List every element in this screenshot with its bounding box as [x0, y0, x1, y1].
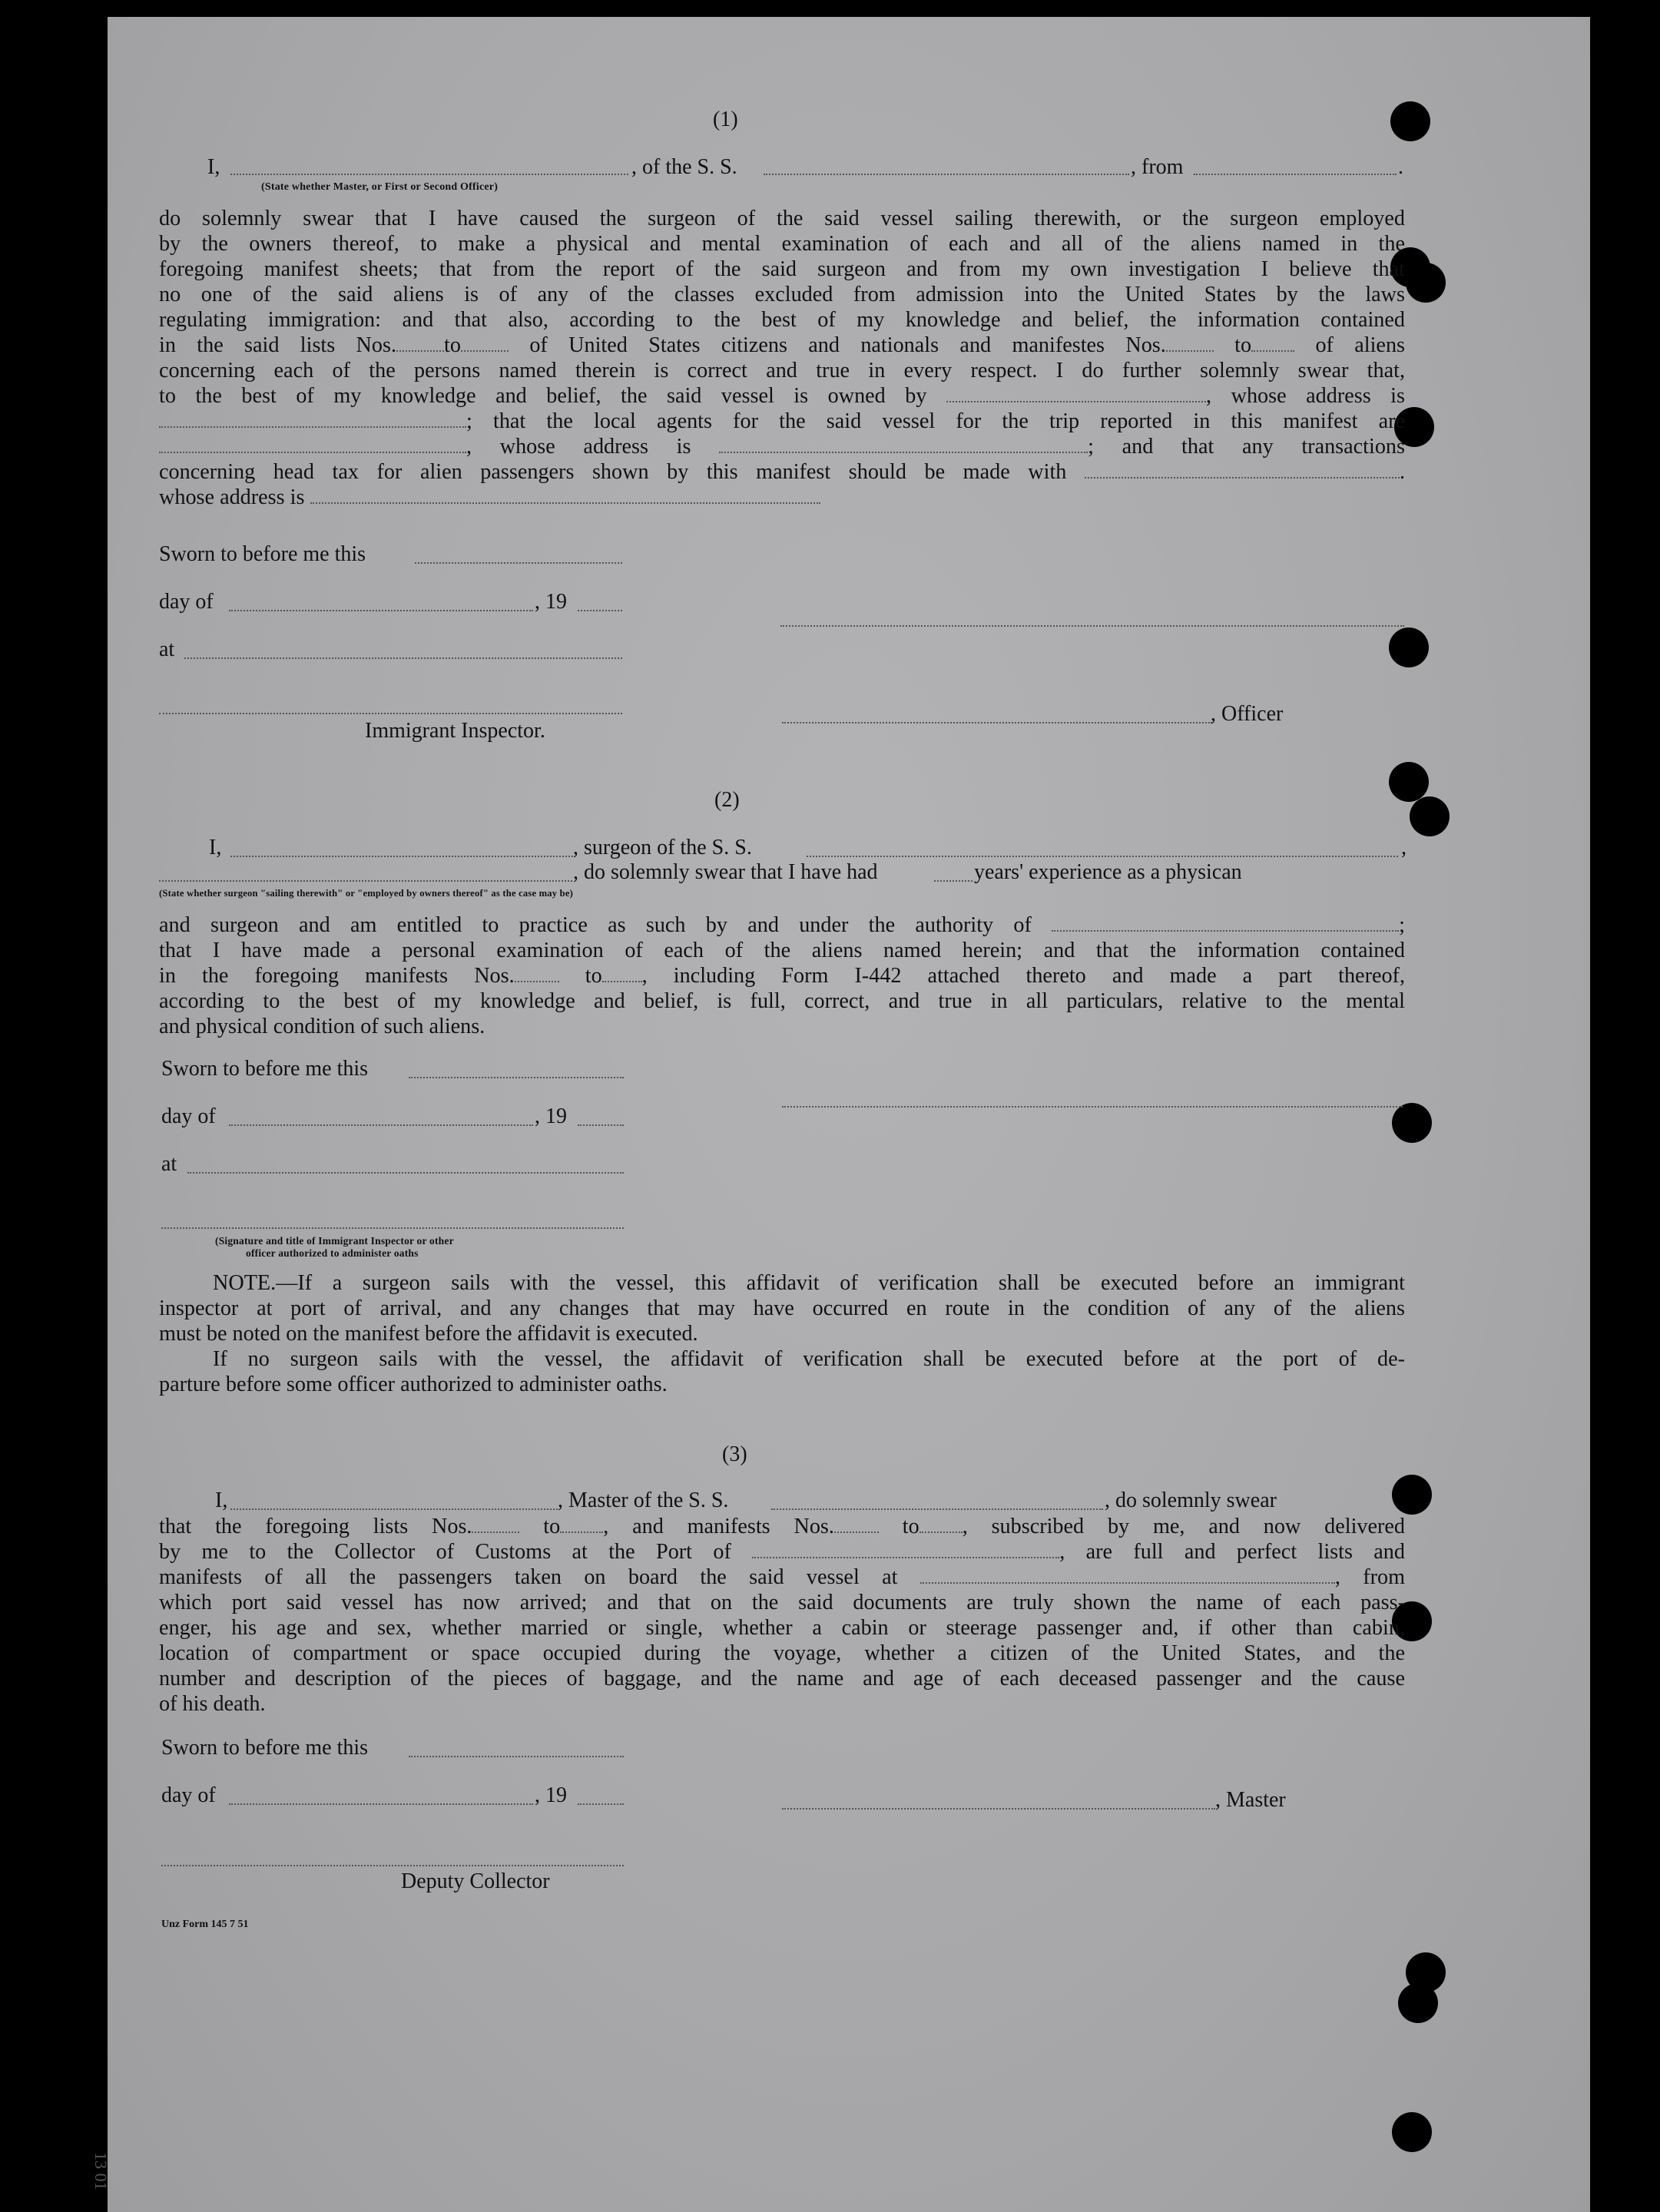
s1-from-field: [1194, 174, 1397, 175]
s3-paragraph: [159, 1514, 1405, 1717]
s2-note-line: must be noted on the manifest before the affidavit is executed.: [159, 1322, 698, 1346]
s1-sworn-field: [415, 562, 622, 564]
s1-text: to: [444, 333, 461, 357]
s3-i: I,: [215, 1488, 228, 1512]
s3-text: , and manifests Nos.: [603, 1515, 834, 1538]
s3-text: , subscribed by me, and now delivered: [962, 1515, 1405, 1538]
s2-sailing-field: [159, 880, 572, 882]
s1-field: [1166, 333, 1214, 352]
s3-field: [834, 1515, 879, 1533]
punch-hole: [1389, 628, 1429, 667]
s1-dayof: day of: [159, 590, 214, 614]
s1-text: of aliens: [1315, 333, 1406, 357]
s2-day-field: [229, 1124, 533, 1126]
s2-line: [159, 912, 1405, 938]
form-page: [91, 17, 1590, 2212]
s2-text: in the foregoing manifests Nos.: [159, 964, 515, 988]
s2-comma: ,: [1401, 836, 1407, 859]
s1-officer-line: [782, 722, 1212, 724]
margin-note: 13 01: [91, 2152, 111, 2190]
s1-vessel-field: [764, 174, 1129, 175]
s2-vessel-field: [807, 856, 1398, 857]
s3-line: enger, his age and sex, whether married or single, whether a cabin or steerage passenger and, if other than cabin,: [159, 1616, 1405, 1640]
s2-line: according to the best of my knowledge and belief, is full, correct, and true in all particulars, relative to the mental: [159, 989, 1405, 1013]
s1-nineteen: , 19: [535, 590, 567, 614]
s1-text: ; that the local agents for the said vessel for the trip reported in this manifest are: [466, 409, 1405, 433]
s1-text: to the best of my knowledge and belief, the said vessel is owned by: [159, 384, 927, 408]
s1-year-field: [578, 610, 622, 611]
s3-nineteen: , 19: [535, 1783, 567, 1807]
s3-vessel-field: [771, 1508, 1103, 1510]
s1-sworn: Sworn to before me this: [159, 542, 366, 566]
s3-master-line: [782, 1808, 1215, 1810]
s2-paragraph: [159, 912, 1405, 1039]
s1-signature-line: [780, 625, 1404, 627]
s1-line: [159, 459, 1405, 485]
s3-sworn-field: [409, 1756, 624, 1757]
s1-agents-address-field: [719, 435, 1088, 453]
s2-inspector-line: [161, 1227, 624, 1229]
s1-line: foregoing manifest sheets; that from the report of the said surgeon and from my own investigation I believe that: [159, 257, 1405, 281]
punch-hole: [1390, 101, 1430, 141]
s2-at: at: [161, 1152, 177, 1176]
s1-line: [159, 333, 1405, 358]
s2-note-line: parture before some officer authorized to administer oaths.: [159, 1373, 668, 1396]
s2-sig-note-2: officer authorized to administer oaths: [246, 1247, 419, 1259]
s1-text: to: [1234, 333, 1252, 357]
s3-deputy: Deputy Collector: [401, 1869, 550, 1893]
s1-line: [159, 409, 1405, 434]
s1-line: do solemnly swear that I have caused the surgeon of the said vessel sailing therewith, or the surgeon employed: [159, 207, 1405, 230]
s1-text: of United States citizens and nationals and manifestes Nos.: [529, 333, 1166, 357]
s2-authority-field: [1052, 913, 1399, 932]
s2-dayof: day of: [161, 1104, 216, 1128]
s2-text: , including Form I-442 attached thereto and made a part thereof,: [641, 964, 1405, 988]
s2-note: (State whether surgeon "sailing therewith" or "employed by owners thereof" as the case may be): [159, 888, 574, 899]
s3-field: [919, 1515, 963, 1533]
s3-text: , are full and perfect lists and: [1059, 1540, 1405, 1564]
s2-surgeon-name-field: [230, 856, 573, 857]
s2-line: [159, 963, 1405, 988]
s1-text: ; and that any transactions: [1088, 435, 1405, 459]
s1-inspector-line: [159, 713, 622, 714]
s3-year-field: [578, 1803, 624, 1805]
s1-of-ss: , of the S. S.: [631, 155, 737, 179]
s1-at-field: [184, 657, 622, 659]
punch-hole: [1392, 1475, 1432, 1515]
s3-field: [472, 1515, 519, 1533]
s2-nineteen: , 19: [535, 1104, 567, 1128]
s1-day-field: [229, 610, 533, 611]
punch-hole: [1410, 796, 1450, 836]
section-3-number: (3): [722, 1442, 747, 1466]
s2-note-paragraph: [159, 1270, 1405, 1397]
s1-headtax-field: [1085, 460, 1400, 478]
s2-year-field: [578, 1124, 624, 1126]
section-1-number: (1): [713, 108, 738, 131]
s1-field: [461, 333, 509, 352]
s1-from: , from: [1131, 155, 1184, 179]
s1-officer-note: (State whether Master, or First or Second Officer): [261, 181, 499, 193]
s1-line: regulating immigration: and that also, according to the best of my knowledge and belief, the information contained: [159, 308, 1405, 332]
s1-field: [396, 333, 444, 352]
s1-agents-field: [159, 435, 466, 453]
s2-i: I,: [209, 836, 222, 859]
s2-note-line: inspector at port of arrival, and any changes that may have occurred en route in the condition of any of the aliens: [159, 1296, 1405, 1320]
s1-text: .: [1399, 460, 1405, 484]
s3-line: of his death.: [159, 1692, 266, 1716]
s3-port-boarded-field: [920, 1565, 1335, 1584]
s3-master-name-field: [230, 1508, 558, 1510]
s1-text: , whose address is: [466, 435, 691, 459]
s2-field: [602, 964, 642, 982]
s1-line: [159, 434, 1405, 459]
punch-hole: [1392, 2112, 1432, 2152]
s3-swear: , do solemnly swear: [1105, 1488, 1277, 1512]
s3-text: by me to the Collector of Customs at the Port of: [159, 1540, 731, 1564]
s1-dot: .: [1398, 155, 1403, 179]
form-footer: Unz Form 145 7 51: [161, 1919, 249, 1930]
s1-inspector: Immigrant Inspector.: [365, 719, 545, 743]
s1-text: whose address is: [159, 485, 305, 509]
s1-line: no one of the said aliens is of any of the classes excluded from admission into the United States by the laws: [159, 283, 1405, 306]
s1-owner-field: [946, 384, 1206, 402]
s3-line: which port said vessel has now arrived; and that on the said documents are truly shown the name of each pass-: [159, 1591, 1405, 1614]
s2-years-field: [934, 880, 972, 882]
s2-sig-note-1: (Signature and title of Immigrant Inspector or other: [215, 1235, 454, 1247]
s3-line: [159, 1514, 1405, 1539]
s3-text: manifests of all the passengers taken on board the said vessel at: [159, 1565, 898, 1589]
s2-sworn: Sworn to before me this: [161, 1057, 369, 1081]
s1-at: at: [159, 637, 175, 661]
s1-officer-name-field: [230, 174, 628, 175]
s3-line: location of compartment or space occupied during the voyage, whether a citizen of the United States, and the: [159, 1641, 1405, 1665]
s1-line: [159, 383, 1405, 409]
s1-text: concerning head tax for alien passengers shown by this manifest should be made with: [159, 460, 1067, 484]
s3-dayof: day of: [161, 1783, 216, 1807]
s3-port-field: [752, 1540, 1059, 1558]
s3-collector-line: [161, 1865, 624, 1866]
s3-text: that the foregoing lists Nos.: [159, 1515, 472, 1538]
s3-text: to: [543, 1515, 561, 1538]
s2-text: ;: [1399, 913, 1406, 937]
s1-officer: , Officer: [1211, 702, 1284, 726]
s2-note-line: If no surgeon sails with the vessel, the affidavit of verification shall be executed before at the port of de-: [213, 1347, 1405, 1371]
s3-line: [159, 1565, 1405, 1590]
s1-paragraph: [159, 206, 1405, 510]
s2-line: that I have made a personal examination of each of the aliens named herein; and that the information contained: [159, 939, 1405, 962]
s2-signature-line: [782, 1106, 1403, 1108]
s1-field: [1251, 333, 1294, 352]
s2-note-line: NOTE.—If a surgeon sails with the vessel, this affidavit of verification shall be executed before an immigrant: [213, 1271, 1405, 1295]
punch-hole: [1398, 1983, 1438, 2023]
s1-line: by the owners thereof, to make a physical and mental examination of each and all of the aliens named in the: [159, 232, 1405, 256]
s1-address-field: [159, 409, 466, 428]
s2-line: and physical condition of such aliens.: [159, 1015, 485, 1038]
s2-field: [515, 964, 559, 982]
s3-master: , Master of the S. S.: [558, 1488, 729, 1512]
s3-text: , from: [1334, 1565, 1405, 1589]
s3-text: to: [902, 1515, 919, 1538]
s2-sworn-field: [409, 1077, 624, 1078]
section-2-number: (2): [714, 788, 740, 812]
punch-hole: [1392, 1103, 1432, 1143]
punch-hole: [1406, 263, 1446, 303]
s1-i: I,: [207, 155, 220, 179]
s1-text: , whose address is: [1206, 384, 1405, 408]
s2-at-field: [187, 1172, 624, 1174]
s1-line: [159, 485, 1405, 510]
s2-swear: , do solemnly swear that I have had: [573, 860, 878, 884]
s3-field: [560, 1515, 603, 1533]
s3-line: number and description of the pieces of baggage, and the name and age of each deceased passenger and the cause: [159, 1667, 1405, 1690]
s1-headtax-address-field: [310, 485, 820, 504]
s2-text: and surgeon and am entitled to practice as such by and under the authority of: [159, 913, 1032, 937]
s2-surgeon: , surgeon of the S. S.: [573, 836, 752, 859]
s1-line: concerning each of the persons named therein is correct and true in every respect. I do further solemnly swear that,: [159, 359, 1405, 382]
s1-text: in the said lists Nos.: [159, 333, 397, 357]
s3-line: [159, 1539, 1405, 1565]
s2-years: years' experience as a physican: [974, 860, 1242, 884]
s3-day-field: [229, 1803, 533, 1805]
s3-master-title: , Master: [1215, 1788, 1286, 1812]
punch-hole: [1389, 762, 1429, 802]
s2-text: to: [585, 964, 602, 988]
s3-sworn: Sworn to before me this: [161, 1736, 369, 1760]
